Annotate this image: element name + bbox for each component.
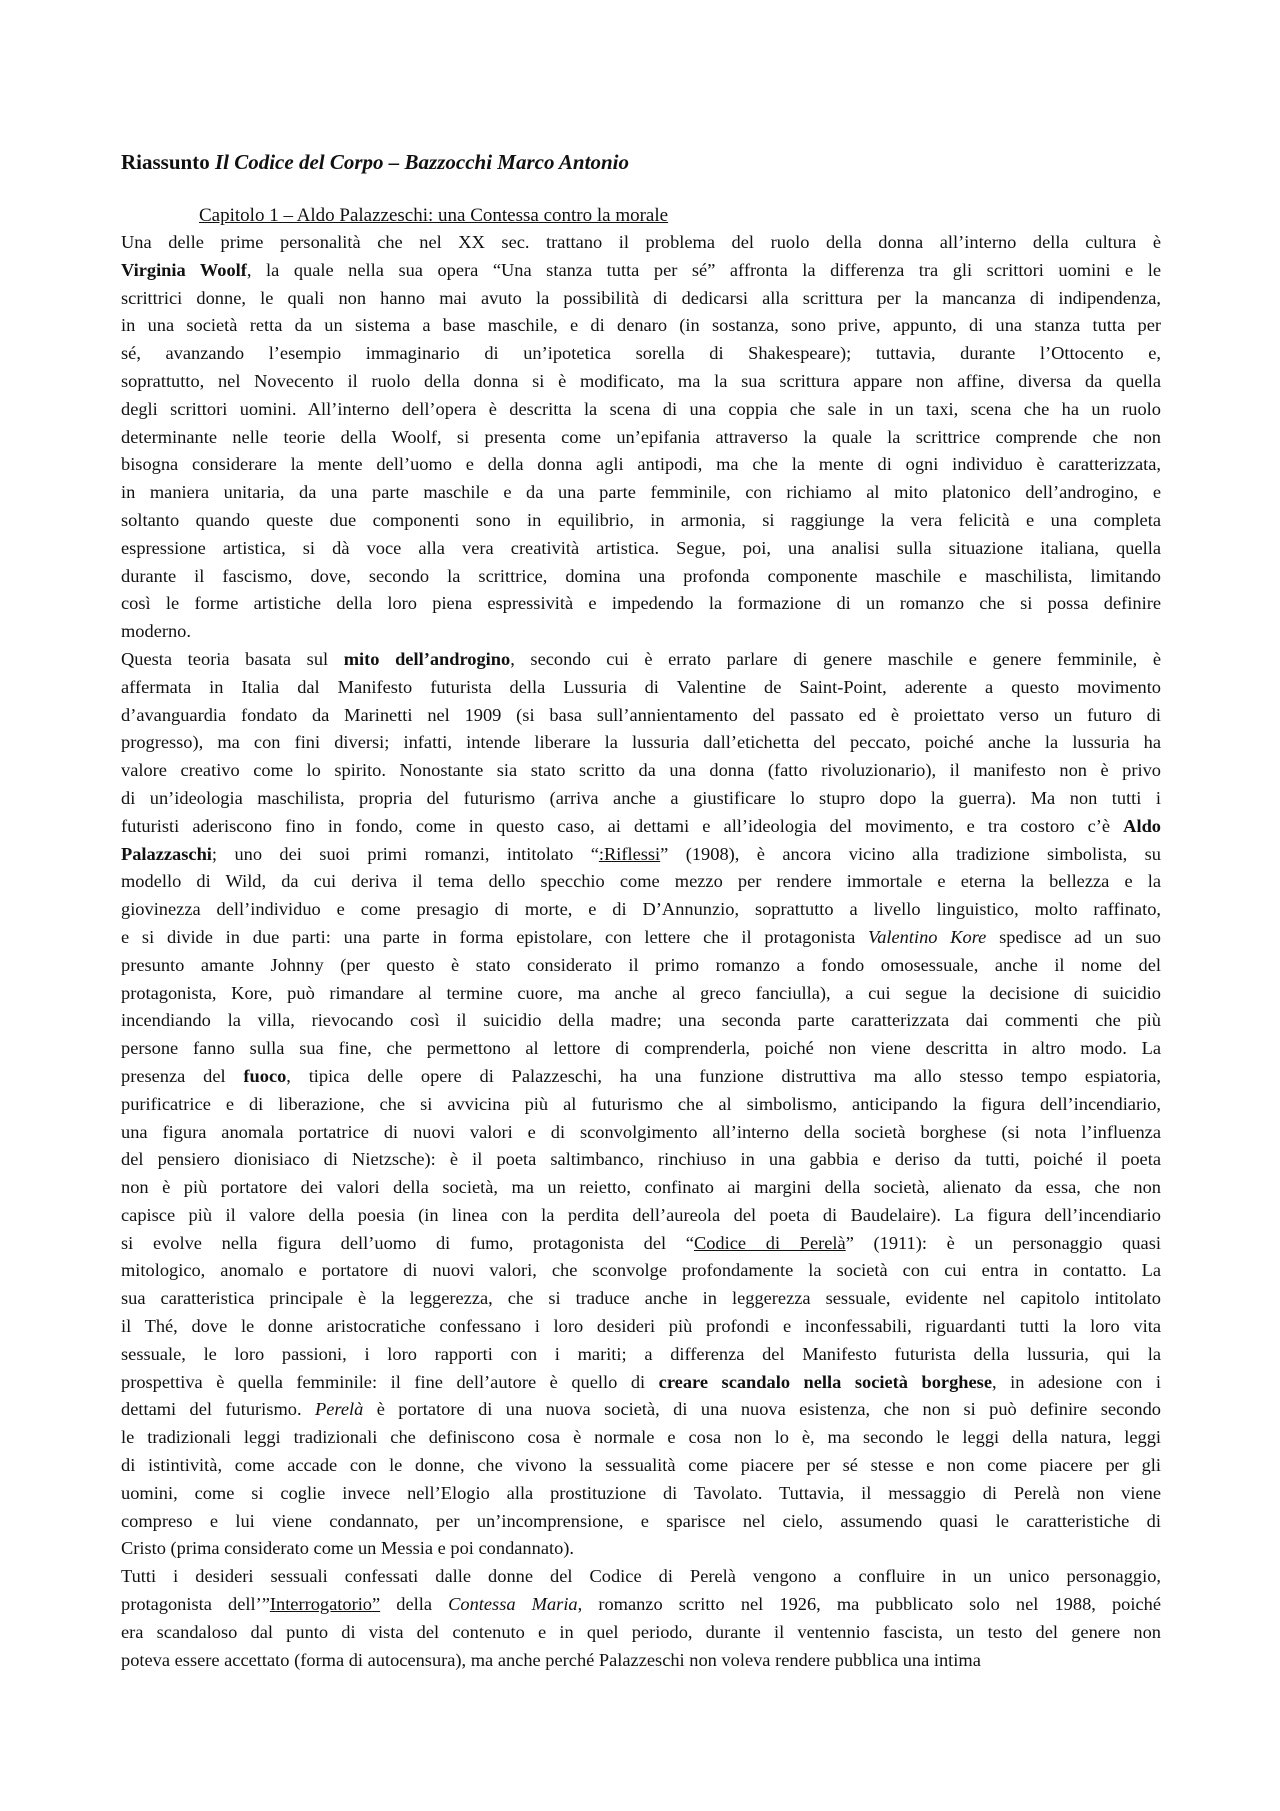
text-line: [121, 1202, 1161, 1230]
text-segment: uomini, come si coglie invece nell’Elogio alla prostituzione di Tavolato. Tuttavia, il messaggio di Perelà non viene: [121, 1482, 1161, 1503]
text-line: [121, 1285, 1161, 1313]
text-line: [121, 674, 1161, 702]
text-line: [121, 868, 1161, 896]
text-segment: protagonista dell’”: [121, 1594, 270, 1615]
text-line: [121, 563, 1161, 591]
text-segment: incendiando la villa, rievocando così il suicidio della madre; una seconda parte caratterizzata dai commenti che più: [121, 1010, 1161, 1031]
text-segment: espressione artistica, si dà voce alla vera creatività artistica. Segue, poi, una analisi sulla situazione italiana, quella: [121, 537, 1161, 558]
text-line: [121, 646, 1161, 674]
text-segment: persone fanno sulla sua fine, che permettono al lettore di comprenderla, poiché non viene descritta in altro modo. La: [121, 1038, 1161, 1059]
text-segment: sé, avanzando l’esempio immaginario di un’ipotetica sorella di Shakespeare); tuttavia, durante l’Ottocento e,: [121, 343, 1161, 364]
paragraph: [121, 229, 1161, 646]
text-line: [121, 424, 1161, 452]
text-line: [121, 1174, 1161, 1202]
text-segment: sessuale, le loro passioni, i loro rapporti con i mariti; a differenza del Manifesto futurista della lussuria, qui la: [121, 1343, 1161, 1364]
text-line: [121, 368, 1161, 396]
paragraph: [121, 646, 1161, 1563]
text-segment: di un’ideologia maschilista, propria del futurismo (arriva anche a giustificare lo stupro dopo la guerra). Ma non tutti i: [121, 787, 1161, 808]
text-segment: il Thé, dove le donne aristocratiche confessano i loro desideri più profondi e inconfessabili, riguardanti tutti la loro vita: [121, 1316, 1161, 1337]
paragraph: [121, 1563, 1161, 1674]
text-segment: è portatore di una nuova società, di una nuova esistenza, che non si può definire secondo: [363, 1399, 1162, 1420]
text-line: [121, 312, 1161, 340]
text-line: [121, 1091, 1161, 1119]
text-segment: purificatrice e di liberazione, che si avvicina più al futurismo che al simbolismo, anticipando la figura dell’incendiario,: [121, 1093, 1161, 1114]
text-line: [121, 340, 1161, 368]
text-segment: era scandaloso dal punto di vista del contenuto e in quel periodo, durante il ventennio fascista, un testo del genere non: [121, 1621, 1161, 1642]
bold-text: Virginia Woolf: [121, 259, 247, 280]
text-segment: scrittrici donne, le quali non hanno mai avuto la possibilità di dedicarsi alla scrittura per la mancanza di indipendenza,: [121, 287, 1161, 308]
text-line: [121, 1480, 1161, 1508]
text-line: [121, 1647, 1161, 1675]
text-line: [121, 590, 1161, 618]
text-segment: Una delle prime personalità che nel XX sec. trattano il problema del ruolo della donna all’interno della cultura è: [121, 232, 1161, 252]
text-line: [121, 1396, 1161, 1424]
text-segment: d’avanguardia fondato da Marinetti nel 1909 (si basa sull’annientamento del passato ed è proiettato verso un futuro di: [121, 704, 1161, 725]
text-line: [121, 1230, 1161, 1258]
text-line: [121, 1035, 1161, 1063]
text-segment: ” (1911): è un personaggio quasi: [845, 1232, 1161, 1253]
text-line: [121, 1619, 1161, 1647]
text-line: [121, 924, 1161, 952]
text-segment: progresso), ma con fini diversi; infatti, intende liberare la lussuria dall’etichetta del peccato, poiché anche la lussuria ha: [121, 732, 1161, 753]
text-segment: in maniera unitaria, da una parte maschile e da una parte femminile, con richiamo al mito platonico dell’androgino, e: [121, 482, 1161, 503]
underlined-text: Codice di Perelà: [693, 1232, 846, 1253]
text-line: [121, 285, 1161, 313]
text-line: [121, 702, 1161, 730]
text-segment: mitologico, anomalo e portatore di nuovi valori, che sconvolge profondamente la società con cui entra in contatto. La: [121, 1260, 1161, 1281]
text-segment: Tutti i desideri sessuali confessati dalle donne del Codice di Perelà vengono a confluire in un unico personaggio,: [121, 1566, 1161, 1587]
text-segment: sua caratteristica principale è la leggerezza, che si traduce anche in leggerezza sessuale, evidente nel capitolo intitolato: [121, 1288, 1161, 1309]
text-line: [121, 757, 1161, 785]
text-segment: di istintività, come accade con le donne, che vivono la sessualità come piacere per sé stesse e non come piacere per gli: [121, 1455, 1161, 1476]
text-segment: del pensiero dionisiaco di Nietzsche): è il poeta saltimbanco, rinchiuso in una gabbia e deriso da tutti, poiché il poeta: [121, 1149, 1161, 1170]
text-segment: le tradizionali leggi tradizionali che definiscono cosa è normale e cosa non lo è, ma secondo le leggi della natura, leggi: [121, 1427, 1161, 1448]
text-segment: della: [380, 1594, 449, 1615]
text-segment: giovinezza dell’individuo e come presagio di morte, e di D’Annunzio, soprattutto a livello linguistico, molto raffinato,: [121, 899, 1161, 920]
text-segment: affermata in Italia dal Manifesto futurista della Lussuria di Valentine de Saint-Point, aderente a questo movimento: [121, 676, 1161, 697]
text-line: [121, 1119, 1161, 1147]
text-line: [121, 813, 1161, 841]
text-line: [121, 729, 1161, 757]
title-italic: Il Codice del Corpo – Bazzocchi Marco Antonio: [214, 150, 629, 174]
text-line: [121, 479, 1161, 507]
text-segment: valore creativo come lo spirito. Nonostante sia stato scritto da una donna (fatto rivoluzionario), il manifesto non è privo: [121, 760, 1161, 781]
text-segment: presunto amante Johnny (per questo è stato considerato il primo romanzo a fondo omosessuale, anche il nome del: [121, 954, 1161, 975]
text-segment: Questa teoria basata sul: [121, 648, 344, 669]
text-line: [121, 451, 1161, 479]
text-line: [121, 1369, 1161, 1397]
text-segment: non è più portatore dei valori della società, ma un reietto, confinato ai margini della società, alienato da essa, che non: [121, 1177, 1161, 1198]
text-segment: in una società retta da un sistema a base maschile, e di denaro (in sostanza, sono prive, appunto, di una stanza tutta per: [121, 315, 1161, 336]
text-segment: una figura anomala portatrice di nuovi valori e di sconvolgimento all’interno della società borghese (si nota l’influenza: [121, 1121, 1161, 1142]
text-segment: modello di Wild, da cui deriva il tema dello specchio come mezzo per rendere immortale e eterna la bellezza e la: [121, 871, 1161, 892]
text-segment: poteva essere accettato (forma di autocensura), ma anche perché Palazzeschi non voleva rendere pubblica una intima: [121, 1649, 981, 1670]
text-segment: degli scrittori uomini. All’interno dell’opera è descritta la scena di una coppia che sale in un taxi, scena che ha un ruolo: [121, 398, 1161, 419]
text-segment: presenza del: [121, 1065, 244, 1086]
text-segment: compreso e lui viene condannato, per un’incomprensione, e sparisce nel cielo, assumendo quasi le caratteristiche di: [121, 1510, 1161, 1531]
text-line: [121, 229, 1161, 257]
text-segment: prospettiva è quella femminile: il fine dell’autore è quello di: [121, 1371, 659, 1392]
text-line: [121, 535, 1161, 563]
text-segment: bisogna considerare la mente dell’uomo e della donna agli antipodi, ma che la mente di ogni individuo è caratterizzata,: [121, 454, 1161, 475]
text-segment: futuristi aderiscono fino in fondo, come in questo caso, ai dettami e all’ideologia del movimento, e tra costoro c’è: [121, 815, 1124, 836]
text-segment: protagonista, Kore, può rimandare al termine cuore, ma anche al greco fanciulla), a cui segue la decisione di suicidio: [121, 982, 1161, 1003]
text-segment: capisce più il valore della poesia (in linea con la perdita dell’aureola del poeta di Baudelaire). La figura dell’incendiario: [121, 1204, 1161, 1225]
text-segment: Cristo (prima considerato come un Messia e poi condannato).: [121, 1538, 575, 1559]
bold-text: creare scandalo nella società borghese: [658, 1371, 992, 1392]
text-line: [121, 1146, 1161, 1174]
underlined-text: :Riflessi: [598, 843, 661, 864]
text-segment: e si divide in due parti: una parte in forma epistolare, con lettere che il protagonista: [121, 926, 869, 947]
text-segment: spedisce ad un suo: [986, 926, 1161, 947]
text-line: [121, 396, 1161, 424]
text-line: [121, 1508, 1161, 1536]
text-line: [121, 785, 1161, 813]
text-line: [121, 980, 1161, 1008]
text-line: [121, 1452, 1161, 1480]
document-title: [121, 148, 1161, 176]
text-segment: si evolve nella figura dell’uomo di fumo, protagonista del “: [121, 1232, 694, 1253]
text-segment: , romanzo scritto nel 1926, ma pubblicato solo nel 1988, poiché: [577, 1594, 1161, 1615]
bold-text: mito dell’androgino: [343, 648, 511, 669]
text-line: [121, 1563, 1161, 1591]
title-prefix: Riassunto: [121, 150, 215, 174]
chapter-heading: Capitolo 1 – Aldo Palazzeschi: una Contessa contro la morale: [199, 205, 669, 226]
text-line: [121, 1535, 1161, 1563]
text-line: [121, 1341, 1161, 1369]
text-segment: , secondo cui è errato parlare di genere maschile e genere femminile, è: [510, 648, 1161, 669]
text-line: [121, 1007, 1161, 1035]
bold-text: fuoco: [243, 1065, 287, 1086]
text-segment: soltanto quando queste due componenti sono in equilibrio, in armonia, si raggiunge la vera felicità e una completa: [121, 509, 1161, 530]
italic-text: Perelà: [314, 1399, 364, 1420]
text-segment: dettami del futurismo.: [121, 1399, 315, 1420]
italic-text: Contessa Maria: [448, 1594, 578, 1615]
text-segment: moderno.: [121, 621, 191, 642]
bold-text: Palazzaschi: [121, 843, 212, 864]
text-segment: ; uno dei suoi primi romanzi, intitolato “: [211, 843, 599, 864]
text-line: [121, 1257, 1161, 1285]
text-line: [121, 507, 1161, 535]
italic-text: Valentino Kore: [868, 926, 987, 947]
text-segment: ” (1908), è ancora vicino alla tradizione simbolista, su: [660, 843, 1161, 864]
text-line: [121, 1313, 1161, 1341]
text-line: [121, 257, 1161, 285]
text-segment: , in adesione con i: [992, 1371, 1162, 1392]
text-line: [121, 1591, 1161, 1619]
text-segment: , la quale nella sua opera “Una stanza tutta per sé” affronta la differenza tra gli scrittori uomini e le: [246, 259, 1161, 280]
text-segment: durante il fascismo, dove, secondo la scrittrice, domina una profonda componente maschile e maschilista, limitando: [121, 565, 1161, 586]
text-segment: determinante nelle teorie della Woolf, si presenta come un’epifania attraverso la quale la scrittrice comprende che non: [121, 426, 1161, 447]
text-line: [121, 952, 1161, 980]
text-line: [121, 841, 1161, 869]
text-line: [121, 1063, 1161, 1091]
text-line: [121, 1424, 1161, 1452]
text-segment: soprattutto, nel Novecento il ruolo della donna si è modificato, ma la sua scrittura appare non affine, diversa da quella: [121, 370, 1161, 391]
bold-text: Aldo: [1123, 815, 1161, 836]
text-segment: così le forme artistiche della loro piena espressività e impedendo la formazione di un romanzo che si possa definire: [121, 593, 1161, 614]
text-segment: , tipica delle opere di Palazzeschi, ha una funzione distruttiva ma allo stesso tempo espiatoria,: [286, 1065, 1161, 1086]
text-line: [121, 896, 1161, 924]
text-line: [121, 618, 1161, 646]
document-body: [121, 229, 1161, 1674]
underlined-text: Interrogatorio”: [269, 1594, 381, 1615]
